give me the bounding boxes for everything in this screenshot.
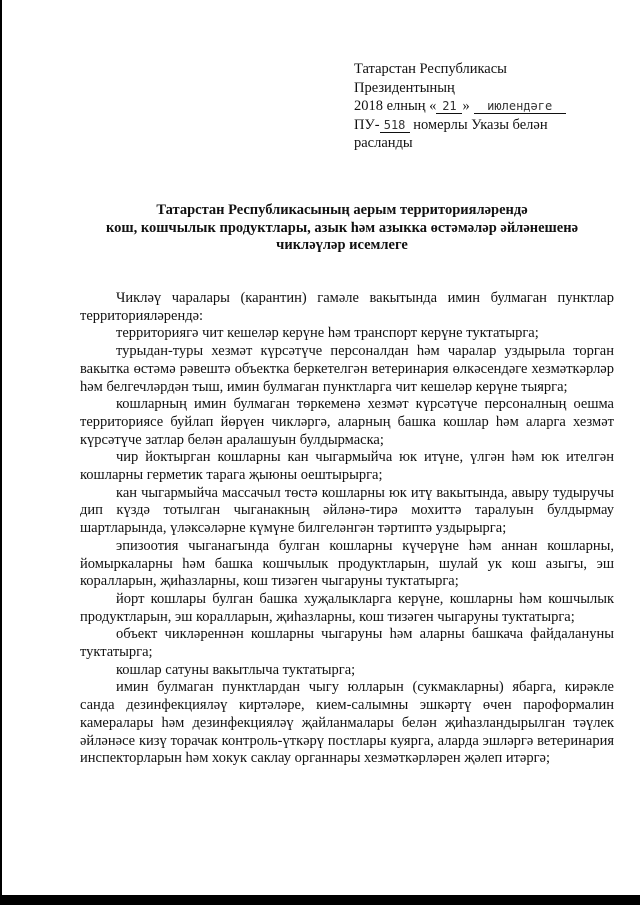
approval-quote-close: » — [462, 98, 470, 114]
approval-date-line — [354, 97, 624, 116]
approval-line-1: Татарстан Республикасы — [354, 61, 507, 77]
paragraph-item: имин булмаган пунктлардан чыгу юлларын (сукмакларны) ябарга, кирәкле санда дезинфекцияләү киртәләре, кием-салымны эшкәртү өчен пароформалин камералары һәм дезинфекцияләү җайланмалары белән җиһазландырылган тәүлек әйләнәсе кизү торачак контроль-үткәрү постлары куярга, аларда эшләргә ветеринария инспекторларын һәм хокук саклау органнары хезмәткәрләрен җәлеп итәргә; — [80, 679, 614, 767]
document-body — [80, 290, 614, 768]
paragraph-intro: Чикләү чаралары (карантин) гамәле вакытында имин булмаган пунктлар территорияләрендә: — [80, 290, 614, 324]
paragraph-item: турыдан-туры хезмәт күрсәтүче персоналдан һәм чаралар уздырыла торган вакытка өстәмә рәвештә объектка беркетелгән ветеринария өлкәсендәге хезмәткәрләр һәм белгечләрдән тыш, имин булмаган пунктларга чит кешеләр керүне тыярга; — [80, 343, 614, 395]
approval-number-line — [354, 116, 624, 135]
approval-line-5: расланды — [354, 135, 413, 151]
paragraph-item: йорт кошлары булган башка хуҗалыкларга керүне, кошларны һәм кошчылык продуктларын, эш коралларын, җиһазларны, кош тизәген чыгаруны туктатырга; — [80, 590, 614, 625]
approval-month: июлендәге — [474, 99, 566, 114]
paragraph-item: кошлар сатуны вакытлыча туктатырга; — [116, 661, 356, 678]
paragraph-item: чир йоктырган кошларны кан чыгармыйча юк итүне, үлгән һәм юк ителгән кошларны герметик тарага җыюны оештырырга; — [80, 449, 614, 484]
paragraph-item: кан чыгармыйча массачыл төстә кошларны юк итү вакытында, авыру тудыручы дип күздә тотылган чыганакның әйләнә-тирә мохиттә таралуын булдырмау шартларында, үләксәләрне күмүне билгеләнгән тәртиптә уздырырга; — [80, 484, 614, 537]
title-line-3: чикләүләр исемлеге — [276, 237, 408, 253]
scan-left-edge — [0, 0, 2, 905]
approval-stamp — [354, 60, 624, 153]
title-line-1: Татарстан Республикасының аерым территорияләрендә — [156, 202, 528, 218]
title-line-2: кош, кошчылык продуктлары, азык һәм азыкка өстәмәләр әйләнешенә — [105, 219, 579, 236]
paragraph-item: эпизоотия чыганагында булган кошларны күчерүне һәм аннан кошларны, йомыркаларны һәм башка кошчылык продуктларын, шулай ук кош азыгы, эш коралларын, җиһазларны, кош тизәген чыгаруны туктатырга; — [80, 537, 614, 590]
paragraph-item: территориягә чит кешеләр керүне һәм транспорт керүне туктатырга; — [116, 325, 539, 342]
approval-number: 518 — [380, 118, 410, 133]
approval-year-prefix: 2018 елның « — [354, 98, 437, 114]
approval-number-prefix: ПУ- — [354, 116, 380, 133]
approval-day: 21 — [436, 99, 462, 114]
document-title — [62, 202, 622, 255]
approval-line-2: Президентының — [354, 79, 455, 96]
scan-bottom-edge — [0, 895, 640, 905]
paragraph-item: объект чикләреннән кошларны чыгаруны һәм аларны башкача файдалануны туктатырга; — [80, 626, 614, 661]
approval-number-suffix: номерлы Указы белән — [413, 116, 548, 133]
paragraph-item: кошларның имин булмаган төркеменә хезмәт күрсәтүче персоналның оешма территориясе буйлап йөрүен чикләргә, аларның башка кошлар һәм аларга хезмәт күрсәтүче затлар белән аралашуын булдырмаска; — [80, 396, 614, 448]
